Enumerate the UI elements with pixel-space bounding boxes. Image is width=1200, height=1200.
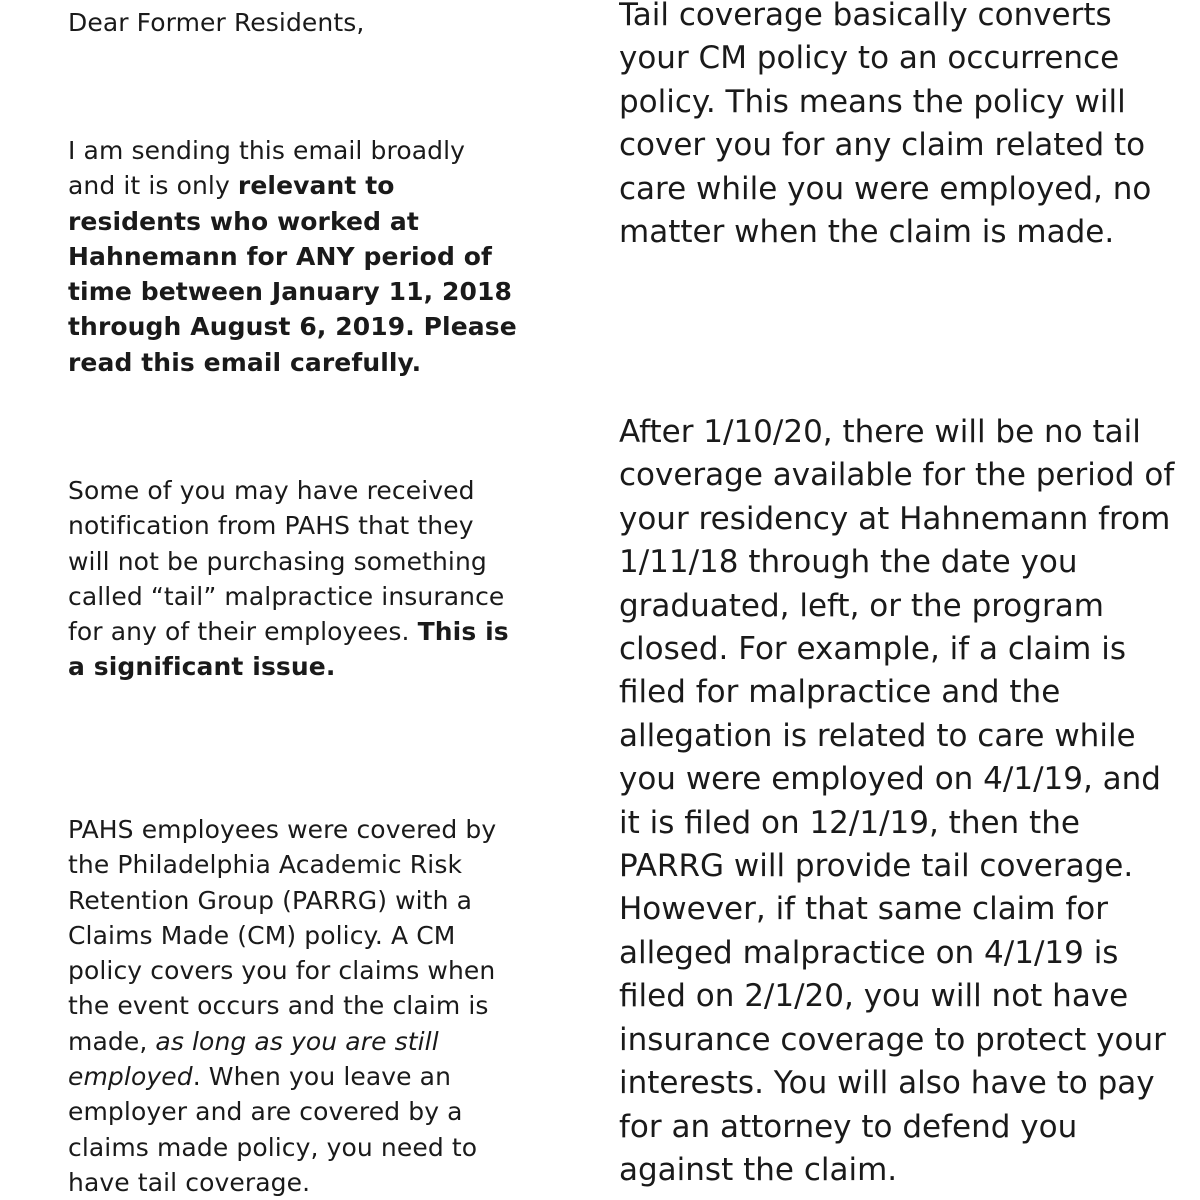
right-column bbox=[619, 0, 1189, 1200]
paragraph-tail-notice bbox=[68, 473, 518, 685]
greeting: Dear Former Residents, bbox=[68, 8, 365, 37]
paragraph-tail-definition: Tail coverage basically converts your CM policy to an occurrence policy. This means the policy will cover you for any claim related to care while you were employed, no matter when the claim is made. bbox=[619, 0, 1152, 251]
paragraph-relevance-text: I am sending this email broadly and it is only bbox=[68, 136, 466, 201]
paragraph-claims-made-italic: as long as you are still employed bbox=[68, 1026, 439, 1092]
left-column bbox=[68, 0, 518, 1200]
paragraph-claims-made-text-a: PAHS employees were covered by the Philadelphia Academic Risk Retention Group (PARRG) with a Claims Made (CM) policy. A CM policy covers you for claims when the event occurs and the claim is made, bbox=[68, 815, 497, 1056]
paragraph-tail-notice-bold: This is a significant issue. bbox=[68, 617, 509, 682]
paragraph-claims-made-text-c: . When you leave an employer and are covered by a claims made policy, you need to have tail coverage. bbox=[68, 1062, 478, 1197]
paragraph-relevance bbox=[68, 133, 518, 380]
paragraph-relevance-bold: relevant to residents who worked at Hahnemann for ANY period of time between January 11, 2018 through August 6, 2019. Please read this email carefully. bbox=[68, 171, 517, 377]
paragraph-deadline-example: After 1/10/20, there will be no tail coverage available for the period of your residency at Hahnemann from 1/11/18 through the date you graduated, left, or the program closed. For example, if a claim is filed for malpractice and the allegation is related to care while you were employed on 4/1/19, and it is filed on 12/1/19, then the PARRG will provide tail coverage. However, if that same claim for alleged malpractice on 4/1/19 is filed on 2/1/20, you will not have insurance coverage to protect your interests. You will also have to pay for an attorney to defend you against the claim. bbox=[619, 414, 1175, 1188]
paragraph-claims-made bbox=[68, 812, 518, 1200]
paragraph-tail-notice-text: Some of you may have received notification from PAHS that they will not be purchasing something called “tail” malpractice insurance for any of their employees. bbox=[68, 476, 505, 647]
